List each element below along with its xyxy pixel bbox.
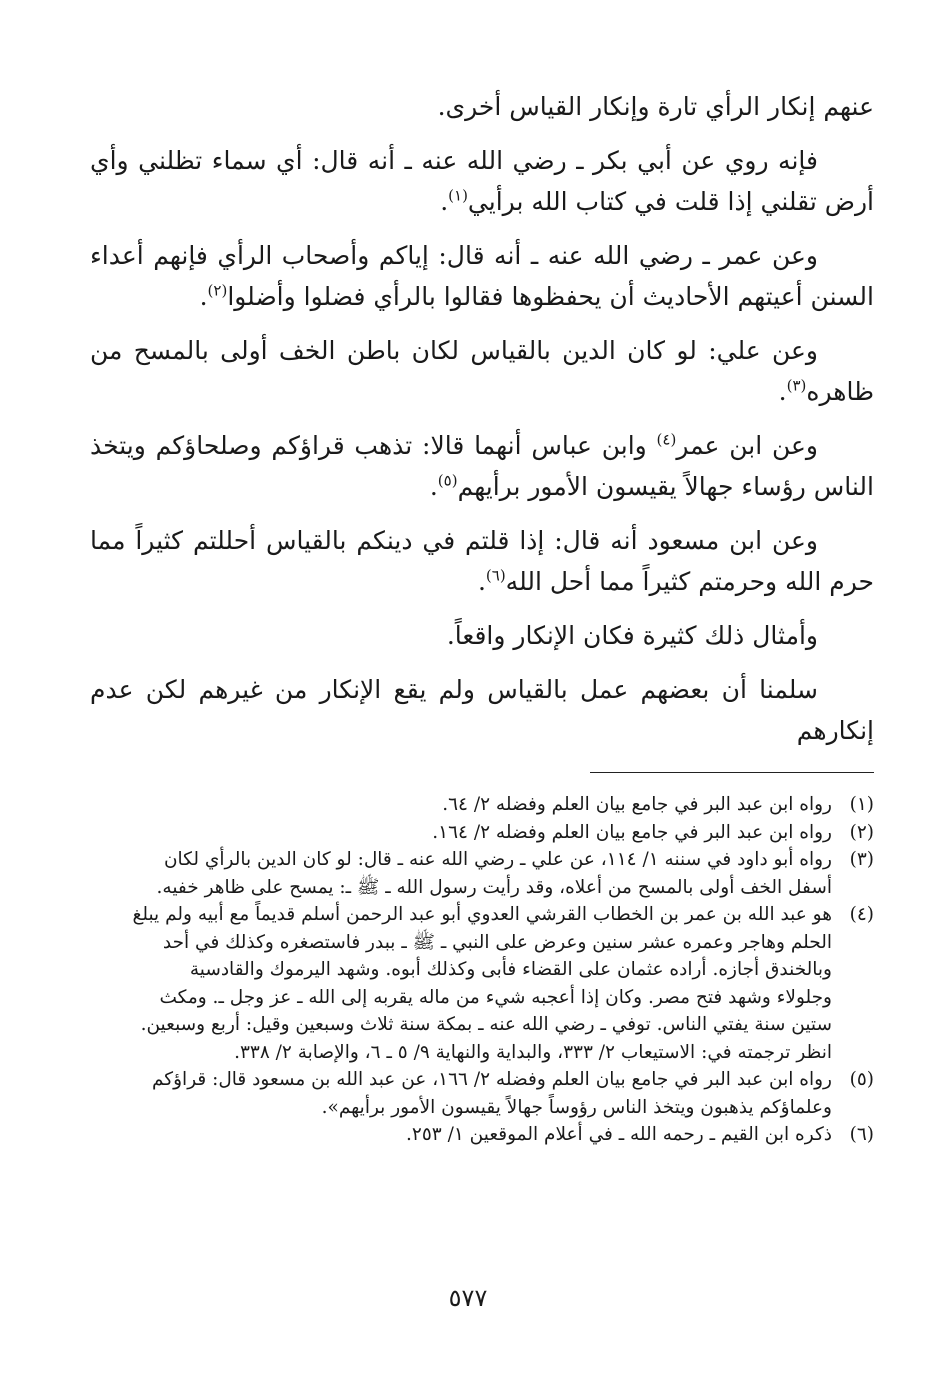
footnotes bbox=[96, 791, 874, 1149]
paragraph-1 bbox=[90, 86, 874, 127]
footnote-ref[interactable]: (٢) bbox=[207, 281, 228, 300]
paragraph-2 bbox=[90, 140, 874, 222]
footnote-number: (١) bbox=[849, 794, 874, 815]
footnote-number: (٥) bbox=[849, 1069, 874, 1090]
paragraph-line: تقلني إذا قلت في كتاب الله برأيي bbox=[467, 187, 817, 216]
footnote-ref[interactable]: (٣) bbox=[786, 376, 807, 395]
footnote-line: أسفل الخف أولى بالمسح من أعلاه، وقد رأيت رسول الله ـ ﷺ ـ: يمسح على ظاهر خفيه. bbox=[156, 876, 832, 898]
paragraph-8 bbox=[90, 669, 874, 751]
paragraph-line: الناس رؤساء جهالاً يقيسون الأمور برأيهم bbox=[457, 472, 874, 501]
paragraph-line: وعن ابن عمر bbox=[676, 431, 819, 460]
paragraph-7 bbox=[90, 615, 874, 656]
footnote-line: وبالخندق أجازه. أراده عثمان على القضاء فأبى وكذلك أبوه. وشهد اليرموك والقادسية bbox=[189, 959, 832, 980]
footnote-line: ستين سنة يفتي الناس. توفي ـ رضي الله عنه ـ بمكة سنة ثلاث وسبعين وقيل: أربع وسبعين. bbox=[140, 1014, 832, 1035]
footnote-text bbox=[96, 791, 832, 819]
paragraph-line: وابن عباس أنهما قالا: تذهب قراؤكم وصلحاؤكم ويتخذ bbox=[90, 431, 657, 460]
paragraph-5 bbox=[90, 425, 874, 507]
paragraph-end: . bbox=[199, 282, 208, 311]
footnote-3 bbox=[96, 846, 874, 901]
footnote-text bbox=[96, 1121, 832, 1149]
paragraph-end: . bbox=[477, 567, 486, 596]
paragraph-line: أعيتهم الأحاديث أن يحفظوها فقالوا بالرأي فضلوا وأضلوا bbox=[227, 282, 803, 311]
footnote-divider bbox=[590, 772, 874, 773]
footnote-2 bbox=[96, 819, 874, 847]
paragraph-end: . bbox=[429, 472, 438, 501]
paragraph-line: وأمثال ذلك كثيرة فكان الإنكار واقعاً. bbox=[446, 621, 818, 650]
paragraph-line: فإنه روي عن أبي بكر ـ رضي الله عنه ـ أنه قال: أي سماء تظلني وأي أرض bbox=[90, 146, 874, 216]
footnote-text bbox=[96, 846, 832, 901]
footnote-line: انظر ترجمته في: الاستيعاب ٢/ ٣٣٣، والبداية والنهاية ٩/ ٥ ـ ٦، والإصابة ٢/ ٣٣٨. bbox=[234, 1041, 832, 1063]
paragraph-line: سلمنا أن بعضهم عمل بالقياس ولم يقع الإنكار من غيرهم لكن عدم إنكارهم bbox=[90, 675, 874, 745]
paragraph-end: . bbox=[778, 377, 787, 406]
page-number: ٥٧٧ bbox=[448, 1284, 488, 1312]
footnote-5 bbox=[96, 1066, 874, 1121]
footnote-line: رواه ابن عبد البر في جامع بيان العلم وفضله ٢/ ١٦٤. bbox=[432, 821, 832, 843]
paragraph-4 bbox=[90, 330, 874, 412]
footnote-ref[interactable]: (٥) bbox=[437, 471, 458, 490]
footnote-6 bbox=[96, 1121, 874, 1149]
footnote-line: ذكره ابن القيم ـ رحمه الله ـ في أعلام الموقعين ١/ ٢٥٣. bbox=[406, 1124, 832, 1145]
paragraph-line: وحرمتم كثيراً مما أحل الله bbox=[505, 567, 778, 596]
footnote-number: (٦) bbox=[849, 1124, 874, 1145]
footnote-ref[interactable]: (١) bbox=[448, 186, 468, 205]
footnote-line: الحلم وهاجر وعمره عشر سنين وعرض على النبي ـ ﷺ ـ ببدر فاستصغره وكذلك في أحد bbox=[162, 931, 832, 953]
footnote-text bbox=[96, 901, 832, 1066]
footnote-line: رواه أبو داود في سننه ١/ ١١٤، عن علي ـ رضي الله عنه ـ قال: لو كان الدين بالرأي لكان bbox=[163, 849, 832, 870]
footnote-text bbox=[96, 819, 832, 847]
paragraph-line: وعن علي: لو كان الدين بالقياس لكان باطن الخف أولى بالمسح من bbox=[90, 336, 818, 365]
footnote-text bbox=[96, 1066, 832, 1121]
footnote-ref[interactable]: (٦) bbox=[485, 566, 506, 585]
footnote-line: رواه ابن عبد البر في جامع بيان العلم وفضله ٢/ ١٦٦، عن عبد الله بن مسعود قال: قراؤكم bbox=[152, 1069, 832, 1090]
paragraph-end: . bbox=[440, 187, 449, 216]
footnote-line: وجلولاء وشهد فتح مصر. وكان إذا أعجبه شيء من ماله يقربه إلى الله ـ عز وجل ـ. ومكث bbox=[159, 986, 832, 1008]
paragraph-6 bbox=[90, 520, 874, 602]
paragraph-3 bbox=[90, 235, 874, 317]
paragraph-line: ظاهره bbox=[806, 377, 874, 406]
paragraph-line: وعن ابن مسعود أنه قال: إذا قلتم في دينكم بالقياس أحللتم كثيراً مما حرم الله bbox=[90, 526, 874, 596]
footnote-1 bbox=[96, 791, 874, 819]
footnote-line: وعلماؤكم يذهبون ويتخذ الناس رؤوساً جهالاً يقيسون الأمور برأيهم». bbox=[321, 1096, 832, 1118]
footnote-number: (٤) bbox=[849, 904, 874, 925]
paragraph-line: وعن عمر ـ رضي الله عنه ـ أنه قال: إياكم وأصحاب الرأي فإنهم أعداء السنن bbox=[90, 241, 874, 311]
footnote-4 bbox=[96, 901, 874, 1066]
paragraph-line: عنهم إنكار الرأي تارة وإنكار القياس أخرى. bbox=[437, 92, 874, 121]
footnote-number: (٣) bbox=[849, 849, 874, 870]
footnote-number: (٢) bbox=[849, 821, 874, 843]
footnote-line: هو عبد الله بن عمر بن الخطاب القرشي العدوي أبو عبد الرحمن أسلم قديماً مع أبيه ولم يبلغ bbox=[132, 904, 832, 925]
footnote-line: رواه ابن عبد البر في جامع بيان العلم وفضله ٢/ ٦٤. bbox=[442, 794, 832, 815]
footnote-ref[interactable]: (٤) bbox=[656, 430, 677, 449]
main-text bbox=[90, 86, 874, 764]
